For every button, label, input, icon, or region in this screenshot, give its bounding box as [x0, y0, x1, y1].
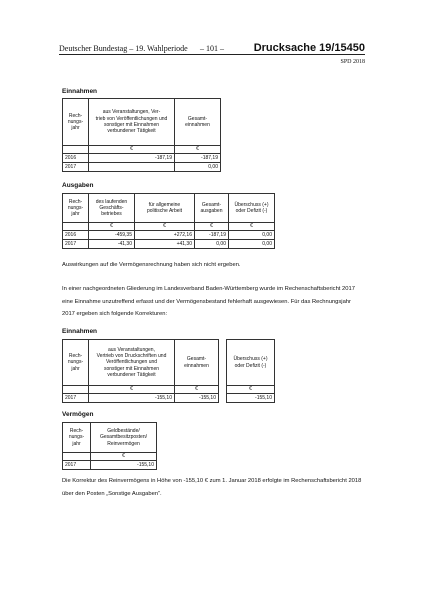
col-header-total: Gesamt- ausgaben	[195, 194, 229, 223]
col-header-year: Rech- nungs- jahr	[63, 423, 91, 453]
party-label: SPD 2018	[340, 59, 365, 65]
year-cell: 2016	[63, 154, 89, 163]
assets-heading: Vermögen	[62, 411, 94, 418]
header-rule	[59, 54, 365, 55]
table-row	[63, 394, 275, 403]
assets-table	[62, 422, 157, 470]
year-cell: 2017	[63, 163, 89, 172]
year-cell: 2016	[63, 231, 89, 240]
expenses-heading: Ausgaben	[62, 182, 94, 189]
final-paragraph: Die Korrektur des Reinvermögens in Höhe von -155,10 € zum 1. Januar 2018 erfolgte im Rechenschaftsbericht 2018 über den Posten „Sonstige Ausgaben“.	[62, 478, 362, 497]
currency-cell: €	[89, 386, 175, 394]
table-row	[63, 231, 275, 240]
value-cell: -155,10	[227, 394, 275, 403]
currency-row	[63, 223, 275, 231]
income-correction-table	[62, 339, 275, 403]
currency-cell: €	[175, 146, 221, 154]
currency-cell: €	[229, 223, 275, 231]
value-cell: +41,30	[135, 240, 195, 249]
currency-cell: €	[135, 223, 195, 231]
table-header-row	[63, 194, 275, 223]
col-header-year: Rech- nungs- jahr	[63, 340, 89, 386]
value-cell: -187,19	[195, 231, 229, 240]
income-correction-heading: Einnahmen	[62, 328, 98, 335]
value-cell: -459,35	[89, 231, 135, 240]
currency-row	[63, 146, 221, 154]
document-number-value: 15450	[334, 42, 365, 54]
year-cell: 2017	[63, 394, 89, 403]
col-header-assets: Geldbestände/ Gesamtbesitzposten/ Reinvermögen	[91, 423, 157, 453]
col-header-income: aus Veranstaltungen, Vertrieb von Druckschriften und Veröffentlichungen und sonstiger mit Einnahmen verbundener Tätigkeit	[89, 340, 175, 386]
value-cell	[89, 163, 175, 172]
table-header-row	[63, 99, 221, 146]
currency-cell: €	[227, 386, 275, 394]
value-cell: +272,16	[135, 231, 195, 240]
table-row	[63, 461, 157, 470]
value-cell: -187,19	[175, 154, 221, 163]
currency-cell: €	[175, 386, 219, 394]
table-row	[63, 163, 221, 172]
value-cell: 0,00	[229, 240, 275, 249]
col-header-total: Gesamt- einnahmen	[175, 99, 221, 146]
income-heading: Einnahmen	[62, 88, 98, 95]
income-table	[62, 98, 221, 172]
currency-cell: €	[89, 146, 175, 154]
publication-title: Deutscher Bundestag – 19. Wahlperiode	[59, 44, 188, 53]
col-header-income: aus Veranstaltungen, Ver- trieb von Veröffentlichungen und sonstiger mit Einnahmen verbundener Tätigkeit	[89, 99, 175, 146]
spacer-cell	[219, 386, 227, 394]
document-number-prefix: Drucksache 19/	[253, 42, 335, 54]
table-header-row	[63, 423, 157, 453]
currency-cell: €	[91, 453, 157, 461]
col-header-year: Rech- nungs- jahr	[63, 99, 89, 146]
document-number	[254, 42, 365, 54]
currency-row	[63, 386, 275, 394]
value-cell: -41,30	[89, 240, 135, 249]
page-header	[59, 40, 365, 54]
page-number: – 101 –	[200, 44, 224, 53]
spacer-cell	[219, 394, 227, 403]
col-header-year: Rech- nungs- jahr	[63, 194, 89, 223]
note-no-asset-effect: Auswirkungen auf die Vermögensrechnung haben sich nicht ergeben.	[62, 262, 241, 268]
year-cell: 2017	[63, 461, 91, 470]
value-cell: 0,00	[175, 163, 221, 172]
year-cell: 2017	[63, 240, 89, 249]
currency-cell-empty	[63, 386, 89, 394]
value-cell: -155,10	[91, 461, 157, 470]
currency-cell-empty	[63, 223, 89, 231]
col-header-surplus: Überschuss (+) oder Defizit (-)	[229, 194, 275, 223]
value-cell: -155,10	[89, 394, 175, 403]
value-cell: 0,00	[195, 240, 229, 249]
value-cell: -187,19	[89, 154, 175, 163]
value-cell: 0,00	[229, 231, 275, 240]
currency-row	[63, 453, 157, 461]
currency-cell: €	[195, 223, 229, 231]
currency-cell-empty	[63, 453, 91, 461]
table-row	[63, 240, 275, 249]
spacer-cell	[219, 340, 227, 386]
expenses-table	[62, 193, 275, 249]
value-cell: -155,10	[175, 394, 219, 403]
col-header-surplus: Überschuss (+) oder Defizit (-)	[227, 340, 275, 386]
currency-cell-empty	[63, 146, 89, 154]
table-header-row	[63, 340, 275, 386]
col-header-political: für allgemeine politische Arbeit	[135, 194, 195, 223]
table-row	[63, 154, 221, 163]
col-header-running: des laufenden Geschäfts- betriebes	[89, 194, 135, 223]
currency-cell: €	[89, 223, 135, 231]
col-header-total: Gesamt- einnahmen	[175, 340, 219, 386]
correction-paragraph: In einer nachgeordneten Gliederung im Landesverband Baden-Württemberg wurde im Rechenschaftsbericht 2017 eine Einnahme unzutreffend erfasst und der Vermögensbestand fehlerhaft ausgewiesen. Für das Rechnungsjahr 2017 ergeben sich folgende Korrekturen:	[62, 286, 355, 317]
